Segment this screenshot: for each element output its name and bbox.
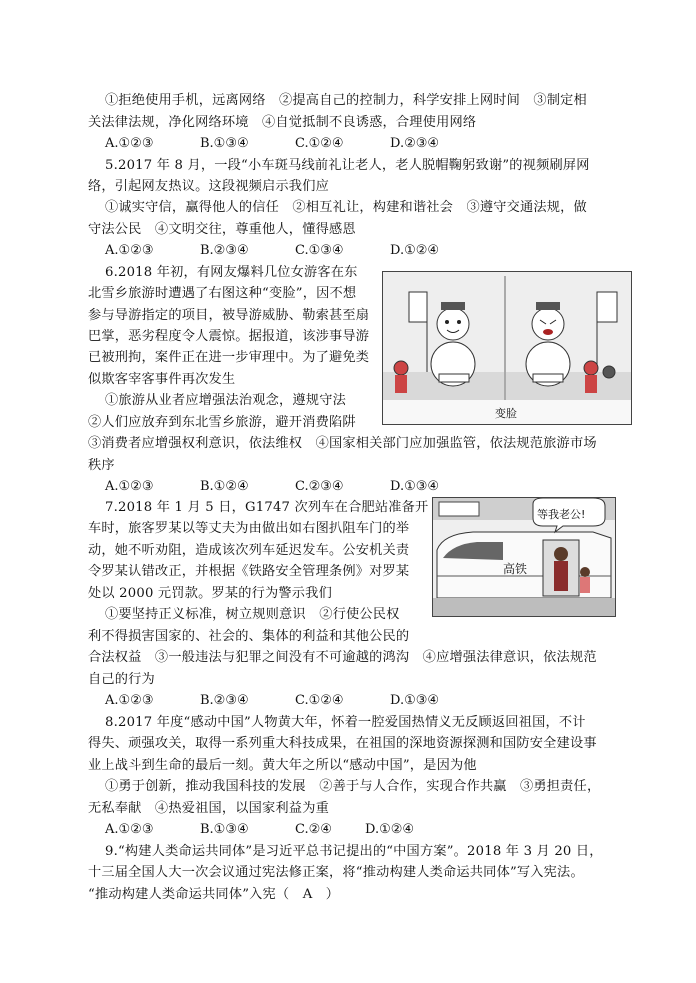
q6-choices [105,477,439,497]
q7-stem-line: 7.2018 年 1 月 5 日，G1747 次列车在合肥站准备开 [105,500,429,515]
q5-option-line: 守法公民 ④文明交往，尊重他人，懂得感恩 [88,222,356,237]
q7-speech-bubble: 等我老公! [537,508,586,521]
choice-b: B.①②④ [200,479,249,494]
q6-option-line: 秩序 [88,458,115,473]
choice-d: D.②③④ [390,136,440,151]
choice-b: B.①③④ [200,822,249,837]
q7-stem-line: 车时，旅客罗某以等丈夫为由做出如右图扒阻车门的举 [88,521,410,536]
choice-c: C.②④ [295,822,332,837]
train-cartoon-illustration [433,498,615,616]
q4-option-line: ①拒绝使用手机，远离网络 ②提高自己的控制力，科学安排上网时间 ③制定相 [105,93,587,108]
q7-option-line: ①要坚持正义标准，树立规则意识 ②行使公民权 [105,607,400,622]
q5-stem-line: 络，引起网友热议。这段视频启示我们应 [88,179,329,194]
choice-c: C.①②④ [295,136,344,151]
q8-stem-line: 得失、顽强攻关，取得一系列重大科技成果，在祖国的深地资源探测和国防安全建设事 [88,736,597,751]
choice-d: D.①③④ [390,479,440,494]
q6-stem-line: 参与导游指定的项目，被导游威胁、勒索甚至扇 [88,308,370,323]
q6-stem-line: 北雪乡旅游时遭遇了右图这种“变脸”，因不想 [88,286,357,301]
q6-stem-line: 已被刑拘，案件正在进一步审理中。为了避免类 [88,350,370,365]
q7-option-line: 利不得损害国家的、社会的、集体的利益和其他公民的 [88,629,410,644]
choice-b: B.②③④ [200,243,249,258]
q6-option-line: ①旅游从业者应增强法治观念，遵规守法 [105,393,346,408]
snowman-cartoon-illustration [383,272,631,424]
choice-a: A.①②③ [105,136,154,151]
choice-c: C.①③④ [295,243,344,258]
choice-d: D.①②④ [390,243,440,258]
q6-figure-caption: 变脸 [495,407,517,420]
q5-option-line: ①诚实守信，赢得他人的信任 ②相互礼让，构建和谐社会 ③遵守交通法规，做 [105,200,587,215]
choice-a: A.①②③ [105,243,154,258]
q6-stem-line: 似欺客宰客事件再次发生 [88,372,236,387]
q9-stem-line: 十三届全国人大一次会议通过宪法修正案，将“推动构建人类命运共同体”写入宪法。 [88,865,584,880]
q6-cartoon-figure [382,271,632,425]
q7-choices [105,691,439,711]
choice-a: A.①②③ [105,479,154,494]
q5-choices [105,241,439,261]
choice-c: C.②③④ [295,479,344,494]
q6-option-line: ②人们应放弃到东北雪乡旅游，避开消费陷阱 [88,415,356,430]
q4-option-line: 关法律法规，净化网络环境 ④自觉抵制不良诱惑，合理使用网络 [88,115,477,130]
q9-stem-line: 9.“构建人类命运共同体”是习近平总书记提出的“中国方案”。2018 年 3 月 20 日， [105,844,603,859]
q7-stem-line: 令罗某认错改正，并根据《铁路安全管理条例》对罗某 [88,564,410,579]
q7-cartoon-figure [432,497,616,617]
q7-option-line: 自己的行为 [88,672,155,687]
choice-b: B.①③④ [200,136,249,151]
q7-option-line: 合法权益 ③一般违法与犯罪之间没有不可逾越的鸿沟 ④应增强法律意识，依法规范 [88,650,597,665]
q8-stem-line: 8.2017 年度“感动中国”人物黄大年，怀着一腔爱国热情义无反顾返回祖国，不计 [105,715,586,730]
q7-stem-line: 处以 2000 元罚款。罗某的行为警示我们 [88,586,332,601]
q8-option-line: 无私奉献 ④热爱祖国，以国家利益为重 [88,801,329,816]
choice-a: A.①②③ [105,822,154,837]
q8-option-line: ①勇于创新，推动我国科技的发展 ②善于与人合作，实现合作共赢 ③勇担责任， [105,779,601,794]
q9-stem-line: “推动构建人类命运共同体”入宪（ A ） [88,887,340,902]
q6-option-line: ③消费者应增强权利意识，依法维权 ④国家相关部门应加强监管，依法规范旅游市场 [88,436,597,451]
q5-stem-line: 5.2017 年 8 月，一段“小车斑马线前礼让老人，老人脱帽鞠躬致谢”的视频刷屏网 [105,158,590,173]
q6-stem-line: 6.2018 年初，有网友爆料几位女游客在东 [105,265,358,280]
q7-train-label: 高铁 [503,562,528,576]
choice-a: A.①②③ [105,693,154,708]
q8-stem-line: 业上战斗到生命的最后一刻。黄大年之所以“感动中国”，是因为他 [88,758,477,773]
q7-stem-line: 动，她不听劝阻，造成该次列车延迟发车。公安机关责 [88,543,410,558]
q4-choices [105,134,439,154]
choice-c: C.①②④ [295,693,344,708]
q6-stem-line: 巴掌，恶劣程度令人震惊。据报道，该涉事导游 [88,329,370,344]
q8-choices [105,820,414,840]
choice-d: D.①②④ [365,822,415,837]
choice-d: D.①③④ [390,693,440,708]
choice-b: B.②③④ [200,693,249,708]
